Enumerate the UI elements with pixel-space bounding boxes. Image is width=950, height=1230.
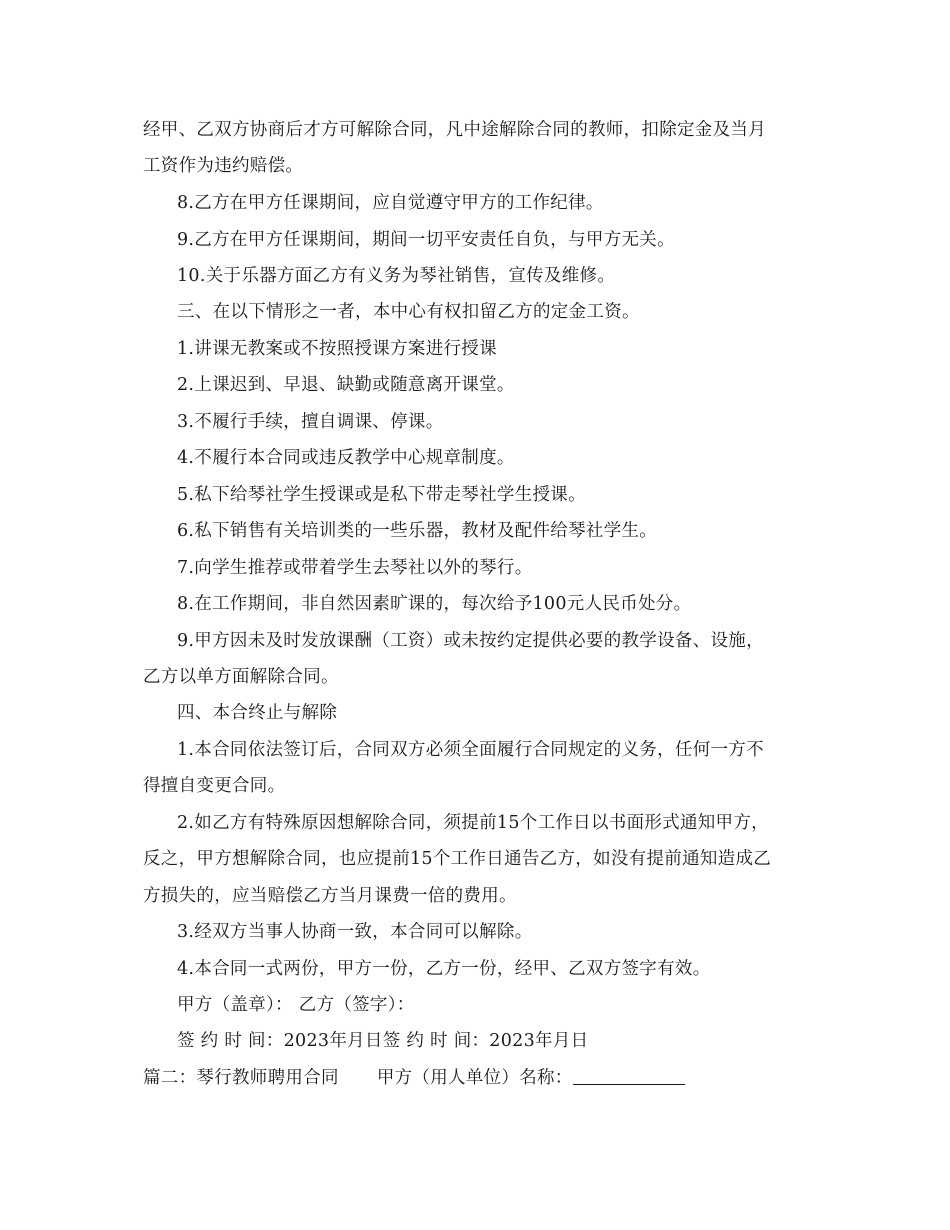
footer-line [143,1067,685,1089]
party-a-name-blank [573,1068,685,1085]
text-line: 4.本合同一式两份，甲方一份，乙方一份，经甲、乙双方签字有效。 [177,959,711,979]
text-line: 1.本合同依法签订后，合同双方必须全面履行合同规定的义务，任何一方不 [177,740,764,760]
text-line: 7.向学生推荐或带着学生去琴社以外的琴行。 [177,558,533,578]
text-line: 9.乙方在甲方任课期间，期间一切平安责任自负，与甲方无关。 [177,230,675,250]
signature-line: 甲方（盖章）： 乙方（签字）： [177,995,415,1015]
party-a-name-label: 甲方（用人单位）名称： [376,1068,573,1088]
text-line: 9.甲方因未及时发放课酬（工资）或未按约定提供必要的教学设备、设施， [177,631,764,651]
section-heading: 三、在以下情形之一者，本中心有权扣留乙方的定金工资。 [177,302,640,322]
text-line: 2.如乙方有特殊原因想解除合同，须提前15个工作日以书面形式通知甲方， [177,813,769,833]
text-line: 乙方以单方面解除合同。 [143,667,339,687]
section-heading: 四、本合终止与解除 [177,703,338,723]
text-line: 经甲、乙双方协商后才方可解除合同，凡中途解除合同的教师，扣除定金及当月 [143,120,766,140]
text-line: 工资作为违约赔偿。 [143,156,304,176]
text-line: 3.不履行手续，擅自调课、停课。 [177,412,444,432]
text-line: 2.上课迟到、早退、缺勤或随意离开课堂。 [177,375,515,395]
text-line: 10.关于乐器方面乙方有义务为琴社销售，宣传及维修。 [177,266,616,286]
text-line: 4.不履行本合同或违反教学中心规章制度。 [177,448,515,468]
text-line: 1.讲课无教案或不按照授课方案进行授课 [177,339,497,359]
text-line: 5.私下给琴社学生授课或是私下带走琴社学生授课。 [177,485,586,505]
sign-date-line: 签 约 时 间：2023年月日签 约 时 间：2023年月日 [177,1031,589,1051]
text-line: 方损失的，应当赔偿乙方当月课费一倍的费用。 [143,886,517,906]
text-line: 得擅自变更合同。 [143,776,286,796]
text-line: 8.乙方在甲方任课期间，应自觉遵守甲方的工作纪律。 [177,193,604,213]
part-two-title: 篇二：琴行教师聘用合同 [143,1068,339,1088]
text-line: 反之，甲方想解除合同，也应提前15个工作日通告乙方，如没有提前通知造成乙 [143,849,772,869]
text-line: 6.私下销售有关培训类的一些乐器，教材及配件给琴社学生。 [177,521,658,541]
text-line: 8.在工作期间，非自然因素旷课的，每次给予100元人民币处分。 [177,594,692,614]
text-line: 3.经双方当事人协商一致，本合同可以解除。 [177,922,533,942]
